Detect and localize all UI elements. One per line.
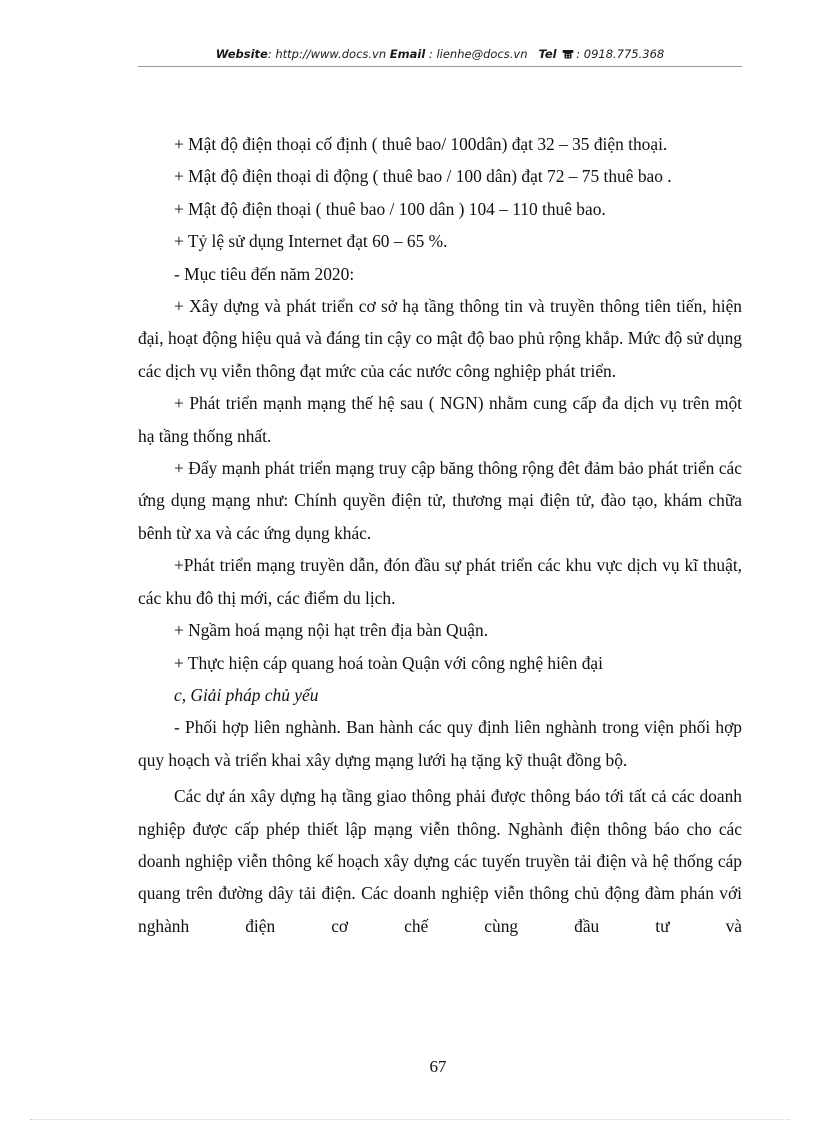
- paragraph-5: - Mục tiêu đến năm 2020:: [174, 263, 355, 284]
- page-header: [138, 47, 742, 65]
- website-label: Website: [215, 47, 268, 61]
- paragraph-4: + Tỷ lệ sử dụng Internet đạt 60 – 65 %.: [174, 231, 448, 252]
- email-label: Email: [389, 47, 426, 61]
- document-body: [138, 128, 742, 942]
- paragraph-2: + Mật độ điện thoại di động ( thuê bao / 100 dân) đạt 72 – 75 thuê bao .: [174, 166, 672, 187]
- paragraph-12: - Phối hợp liên nghành. Ban hành các quy định liên nghành trong viện phối hợp quy hoạch và triển khai xây dựng mạng lưới hạ tặng kỹ thuật đồng bộ.: [138, 717, 742, 770]
- footer-divider: [30, 1119, 790, 1120]
- tel-label: Tel: [538, 47, 557, 61]
- page-number: 67: [429, 1057, 447, 1076]
- paragraph-3: + Mật độ điện thoại ( thuê bao / 100 dân ) 104 – 110 thuê bao.: [174, 198, 606, 219]
- paragraph-10: + Ngầm hoá mạng nội hạt trên địa bàn Quận.: [174, 620, 489, 641]
- paragraph-13: Các dự án xây dựng hạ tầng giao thông phải được thông báo tới tất cả các doanh nghiệp được cấp phép thiết lập mạng viễn thông. Nghành điện thông báo cho các doanh nghiệp viễn thông kế hoạch xây dựng các tuyến truyền tải điện và hệ thống cáp quang trên đường dây tải điện. Các doanh nghiệp viễn thông chủ động đàm phán với nghành điện cơ chế cùng đầu tư và: [138, 786, 742, 936]
- website-url: : http://www.docs.vn: [267, 47, 387, 61]
- section-heading: c, Giải pháp chủ yếu: [174, 684, 319, 705]
- header-divider: [138, 66, 742, 67]
- paragraph-11: + Thực hiện cáp quang hoá toàn Quận với công nghệ hiên đại: [174, 652, 603, 673]
- paragraph-1: + Mật độ điện thoại cố định ( thuê bao/ 100dân) đạt 32 – 35 điện thoại.: [174, 134, 668, 154]
- email-address: : lienhe@docs.vn: [425, 47, 528, 61]
- paragraph-7: + Phát triển mạnh mạng thế hệ sau ( NGN) nhằm cung cấp đa dịch vụ trên một hạ tầng thống nhất.: [138, 393, 742, 446]
- phone-icon: [562, 49, 574, 59]
- paragraph-9: +Phát triển mạng truyền dẫn, đón đầu sự phát triển các khu vực dịch vụ kĩ thuật, các khu đô thị mới, các điểm du lịch.: [138, 555, 742, 608]
- tel-number: : 0918.775.368: [576, 47, 665, 61]
- paragraph-6: + Xây dựng và phát triển cơ sở hạ tầng thông tin và truyền thông tiên tiến, hiện đại, hoạt động hiệu quả và đáng tin cậy co mật độ bao phủ rộng khắp. Mức độ sử dụng các dịch vụ viễn thông đạt mức của các nước công nghiệp phát triển.: [138, 296, 742, 381]
- paragraph-8: + Đẩy mạnh phát triển mạng truy cập băng thông rộng đêt đảm bảo phát triển các ứng dụng mạng như: Chính quyền điện tử, thương mại điện tử, đào tạo, khám chữa bênh từ xa và các ứng dụng khác.: [138, 458, 742, 543]
